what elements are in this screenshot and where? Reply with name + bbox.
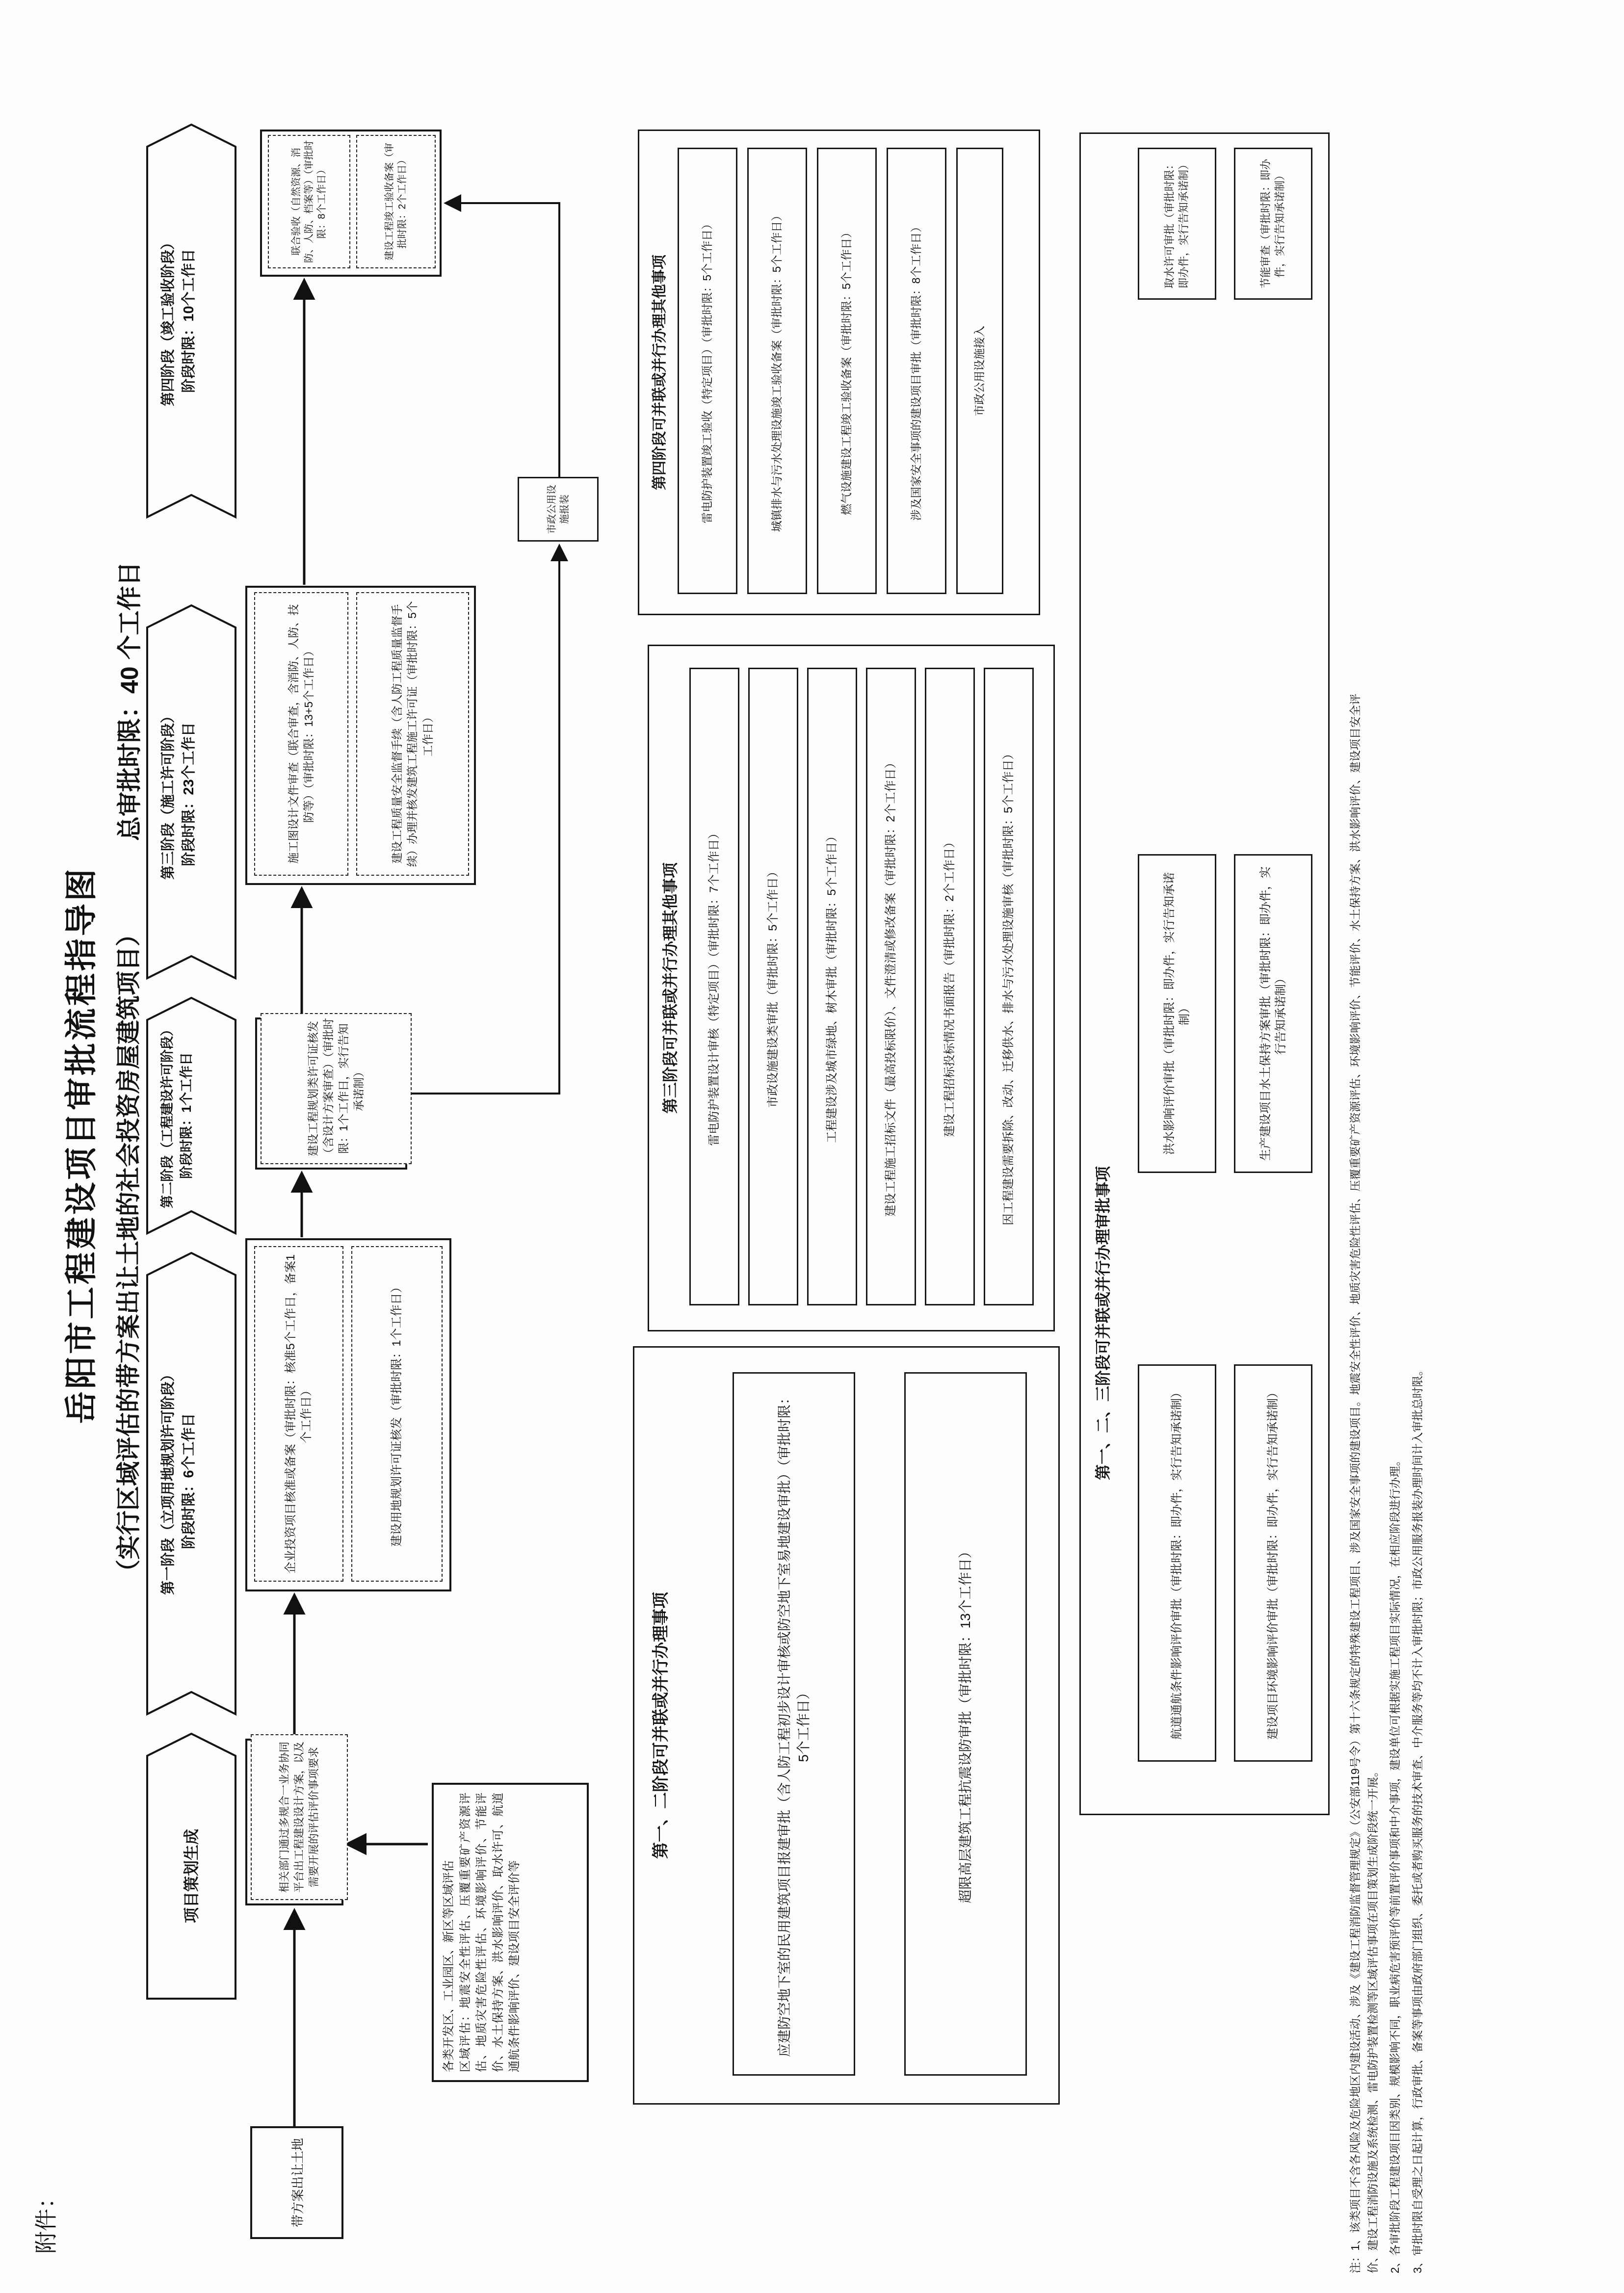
section-stage4-item-1: [747, 148, 807, 594]
section-stage3-item-3-text: 建设工程施工招标文件（最高投标限价）、文件澄清或修改备案（审批时限：2个工作日）: [884, 756, 898, 1217]
section-stage12-item-1: [904, 1372, 1027, 2076]
section-stage3-item-2: [807, 668, 857, 1305]
footnotes: [1347, 694, 1432, 2273]
section-stage123-item-energy-text: 节能审查（审批时限：即办件，实行告知承诺制）: [1259, 159, 1286, 289]
section-stage3-item-3: [866, 668, 916, 1305]
section-stage123-item-soil: [1234, 854, 1312, 1173]
section-stage12-item-0: [733, 1372, 855, 2076]
section-stage123-item-water-intake-text: 取水许可审批（审批时限：即办件，实行告知承诺制）: [1163, 159, 1190, 289]
stage3-group-box: [245, 586, 476, 885]
section-stage123-item-environment: [1234, 1364, 1312, 1762]
origin-land-box: [250, 2126, 343, 2239]
section-stage3-item-0: [689, 668, 739, 1305]
section-stage4-item-2-text: 燃气设施建设工程竣工验收备案（审批时限：5个工作日）: [840, 227, 853, 515]
section-stage123-item-waterway: [1138, 1364, 1216, 1762]
section-stage4-item-1-text: 城镇排水与污水处理设施竣工验收备案（审批时限：5个工作日）: [770, 209, 784, 532]
utility-connection-box: [518, 477, 599, 542]
stage3-item-drawing-review-text: 施工图设计文件审查（联合审查，含消防、人防、技防等）（审批时限：13+5个工作日）: [287, 604, 315, 864]
section-stage3-item-0-text: 雷电防护装置设计审核（特定项目）（审批时限：7个工作日）: [707, 827, 721, 1146]
stage4-item-joint-acceptance: [268, 135, 350, 268]
section-stage3-item-1-text: 市政设施建设类审批（审批时限：5个工作日）: [766, 865, 780, 1108]
section-stage3-item-4-text: 建设工程招标投标情况书面报告（审批时限：2个工作日）: [943, 836, 957, 1137]
planning-conditions-box: [245, 1739, 343, 1905]
footnote-2: 2、各审批阶段工程建设项目因类别、规模影响不同，职业病危害预评价等前置评价事项和中介事项，建设单位可根据实施工程项目实际情况，在相应阶段进行办理。: [1388, 1455, 1402, 2273]
section-stage12-parallel: [633, 1346, 1060, 2105]
banner-stage1-sublabel: 阶段时限：6个工作日: [181, 1413, 197, 1549]
section-stage12-item-0-text: 应建防空地下室的民用建筑项目报建审批（含人防工程初步设计审核或防空地下室易地建设审批）（审批时限：5个工作日）: [776, 1391, 811, 2058]
banner-stage4-label: 第四阶段（竣工验收阶段）: [160, 235, 176, 407]
section-stage4-item-2: [817, 148, 877, 594]
footnote-1: 注：1、该类项目不含各风险及危险地区内建设活动、涉及《建设工程消防监督管理规定》（公安部119号令）第十六条规定的特殊建设工程项目、涉及国家安全事项的建设项目。地震安全性评价、地质灾害危险性评估、压覆重要矿产资源评估、环境影响评价、节能评价、水土保持方案、洪水影响评价、建设项目安全评价、建设工程消防设施及系统检测、雷电防护装置检测等区域评估事项在项目策划生成阶段统一开展。: [1349, 694, 1379, 2273]
section-stage3-item-2-text: 工程建设涉及城市绿地、树木审批（审批时限：5个工作日）: [825, 830, 839, 1143]
section-stage12-item-1-text: 超限高层建筑工程抗震设防审批（审批时限：13个工作日）: [958, 1544, 973, 1903]
section-stage123-parallel: [1079, 132, 1330, 1815]
banner-stage3-sublabel: 阶段时限：23个工作日: [181, 722, 197, 866]
section-stage4-item-3: [887, 148, 946, 594]
stage4-item-archive-filing-text: 建设工程竣工验收备案（审批时限：2个工作日）: [384, 143, 408, 261]
section-stage123-item-flood-text: 洪水影响评价审批（审批时限：即办件，实行告知承诺制）: [1162, 872, 1191, 1155]
arrow-utility-to-stage4: [447, 203, 559, 477]
section-stage123-item-flood: [1138, 854, 1216, 1173]
stage2-box: [255, 1017, 407, 1170]
section-stage3-item-5: [984, 668, 1034, 1305]
page-title: 岳阳市工程建设项目审批流程指导图: [63, 866, 99, 1424]
section-stage123-item-environment-text: 建设项目环境影响评价审批（审批时限：即办件，实行告知承诺制）: [1266, 1386, 1280, 1740]
section-stage123-item-soil-text: 生产建设项目水土保持方案审批（审批时限：即办件，实行告知承诺制）: [1258, 866, 1287, 1161]
section-stage4-parallel: [638, 130, 1040, 615]
banner-stage2-label: 第二阶段（工程建设许可阶段）: [160, 1023, 175, 1208]
section-stage4-title: 第四阶段可并联或并行办理其他事项: [652, 255, 668, 490]
stage1-group-box: [245, 1238, 451, 1591]
stage3-item-construction-permit-text: 建设工程质量安全监督手续（含人防工程质量监督手续）办理并核发建筑工程施工许可证（审批时限：5个工作日）: [391, 601, 434, 867]
banner-stage4: [158, 152, 199, 490]
stage4-item-archive-filing: [356, 135, 436, 268]
banner-stage2: [158, 1015, 196, 1216]
regional-evaluation-line2: 区域评估：地震安全性评估、压覆重要矿产资源评估、地质灾害危险性评估、环境影响评价、节能评价、水土保持方案、洪水影响评价、取水许可、航道通航条件影响评价、建设项目安全评价等: [458, 1793, 522, 2072]
origin-land-label: 带方案出让土地: [290, 2138, 305, 2228]
attachment-label: 附件：: [33, 2186, 59, 2254]
banner-stage3-label: 第三阶段（施工许可阶段）: [160, 709, 176, 880]
section-stage4-item-3-text: 涉及国家安全事项的建设项目审批（审批时限：8个工作日）: [910, 221, 923, 521]
section-stage123-item-energy: [1234, 148, 1312, 300]
total-time-limit: 总审批时限：40 个工作日: [116, 561, 143, 841]
section-stage3-item-4: [925, 668, 975, 1305]
regional-evaluation-box: [432, 1783, 589, 2082]
section-stage123-item-waterway-text: 航道通航条件影响评价审批（审批时限：即办件，实行告知承诺制）: [1170, 1386, 1184, 1740]
banner-planning: [152, 1761, 231, 1991]
stage4-item-joint-acceptance-text: 联合验收（自然资源、消防、人防、档案等）（审批时限：8个工作日）: [291, 140, 327, 263]
stage3-item-drawing-review: [254, 592, 348, 876]
page-subtitle: （实行区域评估的带方案出让土地的社会投资房屋建筑项目）: [115, 922, 142, 1584]
section-stage4-item-4: [956, 148, 1003, 594]
stage3-item-construction-permit: [356, 592, 469, 876]
utility-connection-text: 市政公用设施报装: [546, 485, 570, 534]
stage1-item-land-permit: [351, 1246, 443, 1582]
banner-stage1: [158, 1282, 199, 1680]
section-stage3-title: 第三阶段可并联或并行办理其他事项: [661, 862, 679, 1114]
footnote-3: 3、审批时限自受理之日起计算，行政审批、备案等事项由政府部门组织、委托或者购买服务的技术审查、中介服务等均不计入审批时限；市政公用服务报装办理时间计入审批总时限。: [1411, 1364, 1424, 2273]
planning-conditions-inner: [251, 1734, 348, 1900]
stage4-group-box: [260, 130, 442, 277]
section-stage3-parallel: [648, 645, 1055, 1331]
stage2-text: 建设工程规划类许可证核发（含设计方案审查）（审批时限：1个工作日，实行告知承诺制）: [306, 1018, 366, 1159]
stage1-item-land-permit-text: 建设用地规划许可证核发（审批时限：1个工作日）: [390, 1281, 403, 1547]
banner-stage2-sublabel: 阶段时限：1个工作日: [179, 1052, 194, 1179]
banner-stage4-sublabel: 阶段时限：10个工作日: [181, 249, 197, 393]
banner-planning-label: 项目策划生成: [182, 1829, 200, 1924]
section-stage4-item-0: [678, 148, 737, 594]
section-stage4-item-4-text: 市政公用设施接入: [973, 326, 986, 416]
section-stage4-item-0-text: 雷电防护装置竣工验收（特定项目）（审批时限：5个工作日）: [701, 218, 714, 524]
section-stage123-item-water-intake: [1138, 148, 1216, 300]
banner-stage1-label: 第一阶段（立项用地规划许可阶段）: [160, 1367, 176, 1595]
section-stage123-title: 第一、二、三阶段可并联或并行办理审批事项: [1094, 1166, 1112, 1481]
stage1-item-approval-text: 企业投资项目核准或备案（审批时限：核准5个工作日，备案1个工作日）: [284, 1254, 313, 1574]
section-stage3-item-1: [748, 668, 798, 1305]
section-stage12-title: 第一、二阶段可并联或并行办理事项: [652, 1592, 670, 1859]
regional-evaluation-line1: 各类开发区、工业园区、新区等区域评估: [442, 1860, 455, 2072]
stage1-item-approval: [254, 1246, 343, 1582]
planning-conditions-text: 相关部门通过多规合一业务协同平台出工程建设设计方案，以及需要开展的评估评价事项要求: [278, 1742, 320, 1893]
section-stage3-item-5-text: 因工程建设需要拆除、改动、迁移供水、排水与污水处理设施审核（审批时限：5个工作日）: [1002, 748, 1016, 1225]
banner-stage3: [158, 635, 199, 954]
stage2-inner: [261, 1013, 412, 1164]
